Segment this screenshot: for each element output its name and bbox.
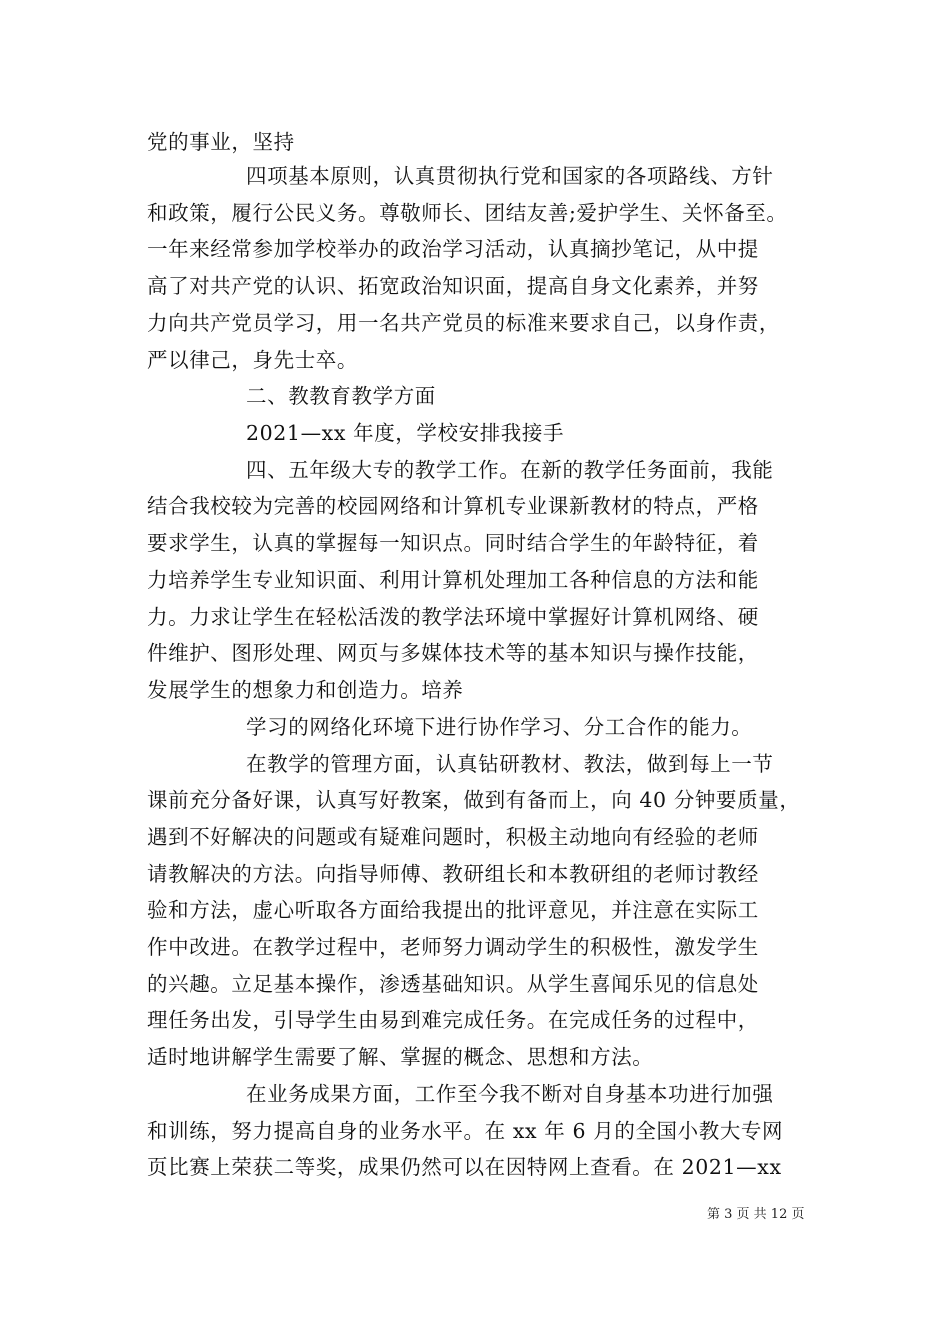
- text-line: 和训练，努力提高自身的业务水平。在 xx 年 6 月的全国小教大专网: [147, 1119, 784, 1143]
- section-heading: 二、教教育教学方面: [246, 384, 436, 408]
- text-line: 验和方法，虚心听取各方面给我提出的批评意见，并注意在实际工: [147, 898, 759, 922]
- text-line: 力向共产党员学习，用一名共产党员的标准来要求自己，以身作责，: [147, 311, 780, 335]
- text-line: 适时地讲解学生需要了解、掌握的概念、思想和方法。: [147, 1045, 654, 1069]
- text-line: 四项基本原则，认真贯彻执行党和国家的各项路线、方针: [246, 164, 774, 188]
- text-line: 2021—xx 年度，学校安排我接手: [246, 421, 565, 445]
- text-line: 发展学生的想象力和创造力。培养: [147, 678, 464, 702]
- text-line: 页比赛上荣获二等奖，成果仍然可以在因特网上查看。在 2021—xx: [147, 1155, 782, 1179]
- text-line: 力培养学生专业知识面、利用计算机处理加工各种信息的方法和能: [147, 568, 759, 592]
- text-line: 件维护、图形处理、网页与多媒体技术等的基本知识与操作技能，: [147, 641, 759, 665]
- text-line: 高了对共产党的认识、拓宽政治知识面，提高自身文化素养，并努: [147, 274, 759, 298]
- text-line: 理任务出发，引导学生由易到难完成任务。在完成任务的过程中，: [147, 1008, 759, 1032]
- text-line: 要求学生，认真的掌握每一知识点。同时结合学生的年龄特征，着: [147, 531, 759, 555]
- text-line: 学习的网络化环境下进行协作学习、分工合作的能力。: [246, 715, 753, 739]
- text-line: 的兴趣。立足基本操作，渗透基础知识。从学生喜闻乐见的信息处: [147, 972, 759, 996]
- text-line: 结合我校较为完善的校园网络和计算机专业课新教材的特点，严格: [147, 494, 759, 518]
- text-line: 党的事业，坚持: [147, 130, 295, 154]
- text-line: 在业务成果方面，工作至今我不断对自身基本功进行加强: [246, 1082, 774, 1106]
- text-line: 课前充分备好课，认真写好教案，做到有备而上，向 40 分钟要质量，: [147, 788, 801, 812]
- text-line: 请教解决的方法。向指导师傅、教研组长和本教研组的老师讨教经: [147, 862, 759, 886]
- page-number: 第 3 页 共 12 页: [707, 1207, 805, 1222]
- text-line: 四、五年级大专的教学工作。在新的教学任务面前，我能: [246, 458, 774, 482]
- text-line: 在教学的管理方面，认真钻研教材、教法，做到每上一节: [246, 752, 774, 776]
- text-line: 遇到不好解决的问题或有疑难问题时，积极主动地向有经验的老师: [147, 825, 759, 849]
- text-line: 作中改进。在教学过程中，老师努力调动学生的积极性，激发学生: [147, 935, 759, 959]
- text-line: 和政策，履行公民义务。尊敬师长、团结友善;爱护学生、关怀备至。: [147, 201, 788, 225]
- text-line: 一年来经常参加学校举办的政治学习活动，认真摘抄笔记，从中提: [147, 237, 759, 261]
- text-line: 力。力求让学生在轻松活泼的教学法环境中掌握好计算机网络、硬: [147, 605, 759, 629]
- text-line: 严以律己，身先士卒。: [147, 348, 358, 372]
